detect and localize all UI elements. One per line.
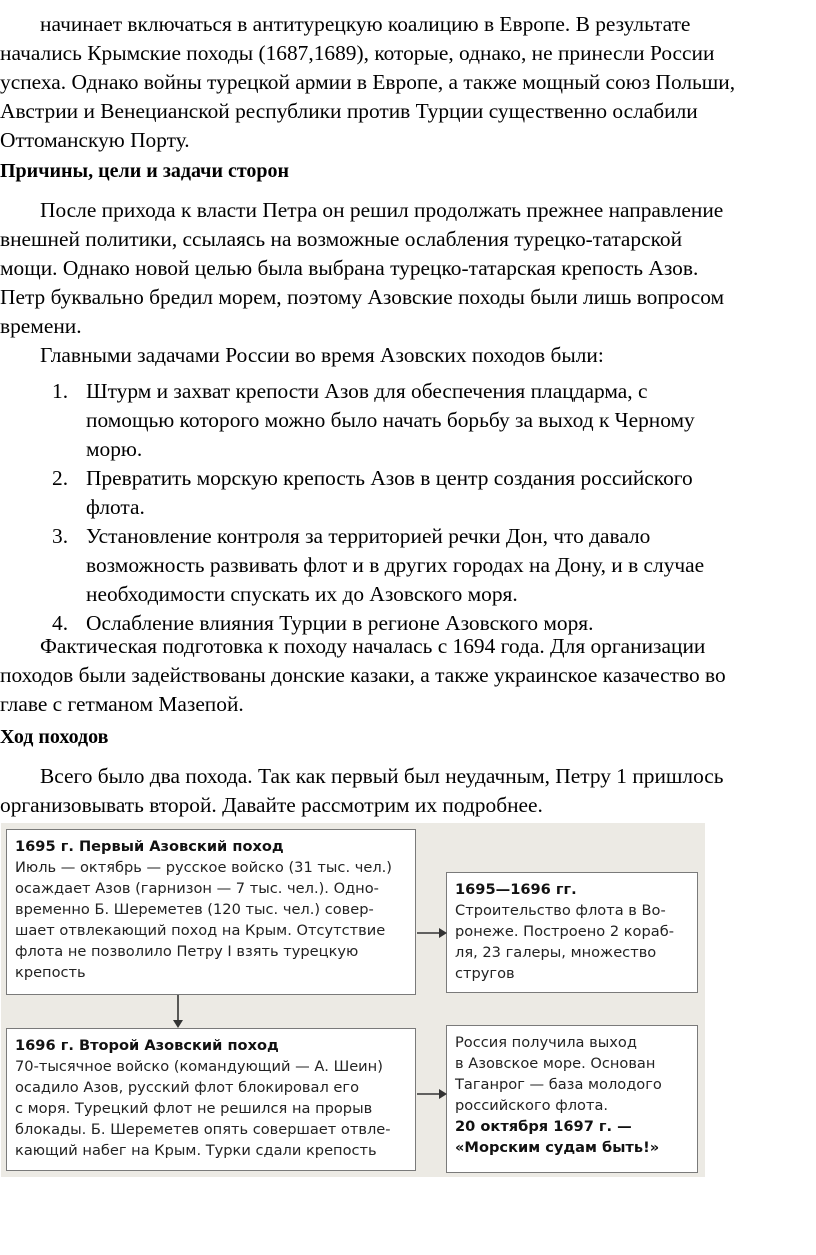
text-line: Австрии и Венецианской республики против Турции существенно ослабили	[0, 99, 698, 123]
text-line: Превратить морскую крепость Азов в центр создания российского	[86, 466, 693, 490]
box-text-line: кающий набег на Крым. Турки сдали крепость	[15, 1142, 377, 1159]
box-text-line: ля, 23 галеры, множество	[455, 944, 657, 961]
box-bold-line: «Морским судам быть!»	[455, 1139, 660, 1156]
text-line: мощи. Однако новой целью была выбрана турецко-татарская крепость Азов.	[0, 256, 699, 280]
text-line: помощью которого можно было начать борьбу за выход к Черному	[86, 408, 695, 432]
text-line: Всего было два похода. Так как первый был неудачным, Петру 1 пришлось	[40, 764, 724, 788]
text-line: начались Крымские походы (1687,1689), которые, однако, не принесли России	[0, 41, 715, 65]
list-item	[0, 377, 812, 464]
box-title: 1695 г. Первый Азовский поход	[15, 838, 284, 855]
text-line: Петр буквально бредил морем, поэтому Азовские походы были лишь вопросом	[0, 285, 725, 309]
list-number: 2.	[52, 466, 69, 490]
box-text-line: Таганрог — база молодого	[455, 1076, 662, 1093]
text-line: флота.	[86, 495, 145, 519]
second-campaign-box	[6, 1028, 416, 1171]
outcome-box	[446, 1025, 698, 1173]
box-text-line: Июль — октябрь — русское войско (31 тыс. чел.)	[15, 859, 392, 876]
box-text-line: 70-тысячное войско (командующий — А. Шеин)	[15, 1058, 383, 1075]
box-text-line: осаждает Азов (гарнизон — 7 тыс. чел.). Одно-	[15, 880, 379, 897]
box-text-line: флота не позволило Петру I взять турецкую	[15, 943, 359, 960]
section-heading-causes: Причины, цели и задачи сторон	[0, 160, 290, 182]
text-line: походов были задействованы донские казаки, а также украинское казачество во	[0, 663, 726, 687]
box-text-line: шает отвлекающий поход на Крым. Отсутствие	[15, 922, 386, 939]
arrow-right-icon	[417, 927, 447, 939]
paragraph-preparation	[0, 632, 812, 719]
paragraph-intro	[0, 10, 812, 155]
box-text-line: крепость	[15, 964, 86, 981]
box-text-line: временно Б. Шереметев (120 тыс. чел.) совер-	[15, 901, 374, 918]
list-number: 4.	[52, 611, 69, 635]
text-line: главе с гетманом Мазепой.	[0, 692, 244, 716]
text-line: После прихода к власти Петра он решил продолжать прежнее направление	[40, 198, 724, 222]
list-number: 1.	[52, 379, 69, 403]
text-line: необходимости спускать их до Азовского моря.	[86, 582, 518, 606]
text-line: Ослабление влияния Турции в регионе Азовского моря.	[86, 611, 594, 635]
text-line: Установление контроля за территорией речки Дон, что давало	[86, 524, 651, 548]
box-title: 1695—1696 гг.	[455, 881, 577, 898]
text-line: Оттоманскую Порту.	[0, 128, 190, 152]
box-text-line: Россия получила выход	[455, 1034, 637, 1051]
box-text-line: в Азовское море. Основан	[455, 1055, 656, 1072]
text-line: начинает включаться в антитурецкую коалицию в Европе. В результате	[40, 12, 691, 36]
text-line: внешней политики, ссылаясь на возможные ослабления турецко-татарской	[0, 227, 683, 251]
list-number: 3.	[52, 524, 69, 548]
text-line: организовывать второй. Давайте рассмотрим их подробнее.	[0, 793, 543, 817]
list-item	[0, 522, 812, 609]
box-text-line: с моря. Турецкий флот не решился на прорыв	[15, 1100, 373, 1117]
arrow-down-icon	[172, 995, 184, 1028]
campaigns-diagram	[1, 823, 705, 1177]
box-bold-line: 20 октября 1697 г. —	[455, 1118, 632, 1135]
text-line: успеха. Однако войны турецкой армии в Европе, а также мощный союз Польши,	[0, 70, 736, 94]
box-text-line: Строительство флота в Во-	[455, 902, 666, 919]
text-line: времени.	[0, 314, 82, 338]
text-line: морю.	[86, 437, 143, 461]
paragraph-goals	[0, 196, 812, 341]
paragraph-tasks-intro: Главными задачами России во время Азовских походов были:	[40, 343, 604, 367]
box-text-line: российского флота.	[455, 1097, 609, 1114]
box-text-line: стругов	[455, 965, 515, 982]
text-line: Фактическая подготовка к походу началась с 1694 года. Для организации	[40, 634, 706, 658]
box-title: 1696 г. Второй Азовский поход	[15, 1037, 279, 1054]
fleet-construction-box	[446, 872, 698, 993]
text-line: Штурм и захват крепости Азов для обеспечения плацдарма, с	[86, 379, 648, 403]
list-item	[0, 464, 812, 522]
tasks-list	[0, 377, 812, 638]
section-heading-campaigns: Ход походов	[0, 726, 109, 748]
paragraph-campaigns-intro	[0, 762, 812, 820]
box-text-line: блокады. Б. Шереметев опять совершает отвле-	[15, 1121, 391, 1138]
box-text-line: ронеже. Построено 2 кораб-	[455, 923, 674, 940]
first-campaign-box	[6, 829, 416, 995]
arrow-right-icon	[417, 1088, 447, 1100]
box-text-line: осадило Азов, русский флот блокировал его	[15, 1079, 359, 1096]
text-line: возможность развивать флот и в других городах на Дону, и в случае	[86, 553, 705, 577]
